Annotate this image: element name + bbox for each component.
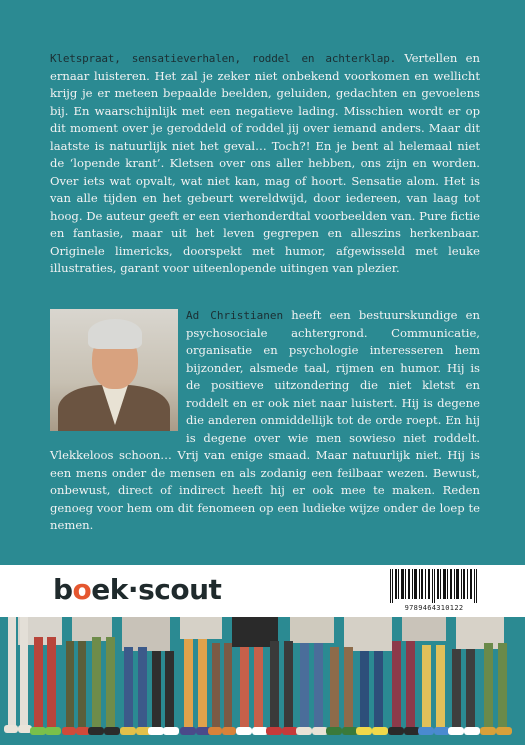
author-name: Ad Christianen bbox=[186, 309, 284, 322]
author-section bbox=[50, 307, 480, 555]
publisher-logo: boek·scout bbox=[53, 573, 222, 606]
publisher-band bbox=[0, 565, 525, 617]
blurb-lead: Kletspraat, sensatieverhalen, roddel en achterklap. bbox=[50, 52, 397, 65]
author-bio bbox=[50, 307, 480, 555]
people-illustration bbox=[0, 617, 525, 745]
blurb-body: Vertellen en ernaar luisteren. Het zal je zeker niet onbekend voorkomen en wellicht krijg je er meteen bepaalde beelden, geluiden, gedachten en gevoelens bij. En waarschijnlijk met een negatieve lading. Misschien wordt er op dit moment over je geroddeld of roddel jij over iemand anders. Maar dit laatste is natuurlijk niet het geval… Toch?! En je bent al helemaal niet de ‘lopende krant’. Kletsen over ons aller hebben, ons zijn en worden. Over iets wat opvalt, wat niet kan, mag of hoort. Sensatie alom. Het is van alle tijden en het gebeurt wereldwijd, door iedereen, van laag tot hoog. De auteur geeft er een vierhonderdtal voorbeelden van. Pure fictie en fantasie, maar uit het leven gegrepen en alleszins herkenbaar. Originele limericks, doorspekt met humor, afgewisseld met leuke illustraties, garant voor uiteenlopende uitingen van plezier. bbox=[50, 51, 480, 275]
isbn-number: 9789464310122 bbox=[404, 604, 464, 612]
barcode bbox=[388, 569, 480, 603]
blurb-paragraph bbox=[50, 50, 480, 278]
author-bio-text: heeft een bestuurskundige en psychosociale achtergrond. Communicatie, organisatie en psychologie interesseren hem bijzonder, alsmede taal, rijmen en humor. Hij is de positieve uitzondering die niet kletst en roddelt en er ook niet naar luistert. Hij is degene die anderen onmiddellijk tot de orde roept. En hij is degene over wie men sowieso niet roddelt. Vlekkeloos schoon… Vrij van enige smaad. Maar natuurlijk niet. Hij is een mens onder de mensen en als zodanig een feilbaar wezen. Bewust, onbewust, direct of indirect heeft hij er ook mee te maken. Reden genoeg voor hem om dit fenomeen op een ludieke wijze onder de loep te nemen. bbox=[50, 308, 480, 532]
author-photo bbox=[50, 309, 178, 431]
